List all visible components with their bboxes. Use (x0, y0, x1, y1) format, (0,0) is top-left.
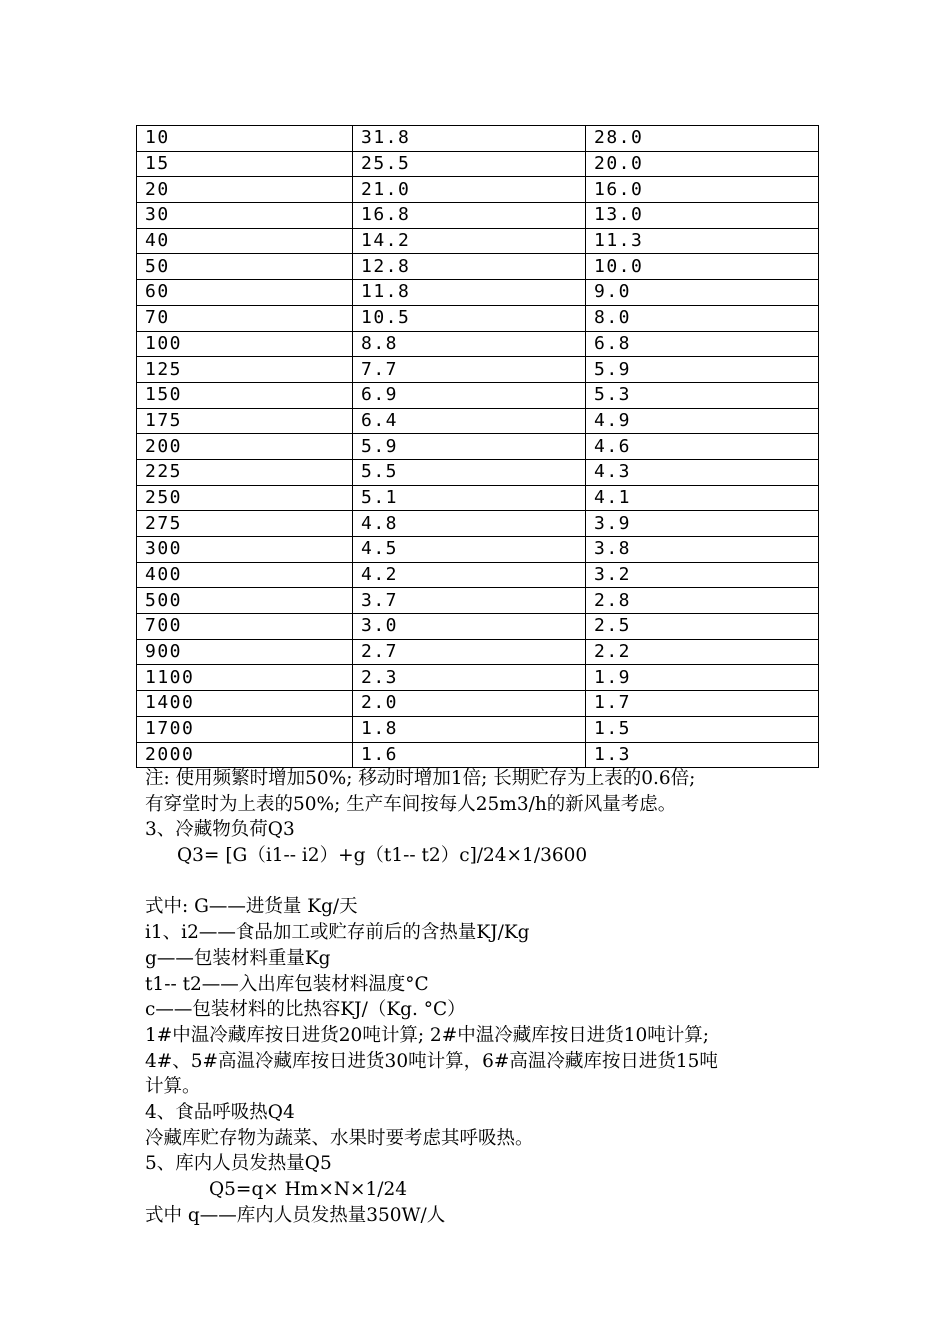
table-cell: 12.8 (353, 254, 586, 280)
table-cell: 2.7 (353, 639, 586, 665)
table-cell: 2.2 (586, 639, 819, 665)
table-cell: 4.5 (353, 537, 586, 563)
table-row (137, 177, 819, 203)
table-cell: 3.8 (586, 537, 819, 563)
note-line-2: 有穿堂时为上表的50%; 生产车间按每人25m3/h的新风量考虑。 (145, 793, 677, 815)
section-5-heading: 5、库内人员发热量Q5 (145, 1153, 332, 1175)
note-line-1: 注: 使用频繁时增加50%; 移动时增加1倍; 长期贮存为上表的0.6倍; (145, 768, 696, 789)
table-row (137, 126, 819, 152)
table-row (137, 537, 819, 563)
table-cell: 31.8 (353, 126, 586, 152)
table-cell: 15 (137, 151, 353, 177)
table-cell: 9.0 (586, 280, 819, 306)
table-cell: 10 (137, 126, 353, 152)
table-cell: 400 (137, 562, 353, 588)
table-cell: 200 (137, 434, 353, 460)
table-cell: 1.7 (586, 691, 819, 717)
table-cell: 225 (137, 459, 353, 485)
table-cell: 125 (137, 357, 353, 383)
definition-g-small: g——包装材料重量Kg (145, 947, 331, 969)
table-cell: 60 (137, 280, 353, 306)
table-cell: 4.9 (586, 408, 819, 434)
table-cell: 7.7 (353, 357, 586, 383)
table-row (137, 691, 819, 717)
table-row (137, 716, 819, 742)
table-cell: 10.0 (586, 254, 819, 280)
table-cell: 6.4 (353, 408, 586, 434)
table-cell: 1.5 (586, 716, 819, 742)
table-row (137, 665, 819, 691)
table-cell: 1400 (137, 691, 353, 717)
table-cell: 16.0 (586, 177, 819, 203)
table-row (137, 331, 819, 357)
table-row (137, 382, 819, 408)
table-cell: 4.8 (353, 511, 586, 537)
table-cell: 11.8 (353, 280, 586, 306)
table-cell: 3.7 (353, 588, 586, 614)
table-cell: 5.9 (586, 357, 819, 383)
table-cell: 25.5 (353, 151, 586, 177)
table-row (137, 357, 819, 383)
table-cell: 13.0 (586, 203, 819, 229)
table-cell: 2.0 (353, 691, 586, 717)
table-cell: 20 (137, 177, 353, 203)
table-row (137, 203, 819, 229)
table-cell: 50 (137, 254, 353, 280)
table-cell: 4.3 (586, 459, 819, 485)
table-row (137, 408, 819, 434)
section-4-heading: 4、食品呼吸热Q4 (145, 1101, 295, 1123)
table-row (137, 228, 819, 254)
q5-formula: Q5=q× Hm×N×1/24 (209, 1179, 408, 1200)
definition-i: i1、i2——食品加工或贮存前后的含热量KJ/Kg (145, 922, 530, 944)
table-cell: 8.8 (353, 331, 586, 357)
table-body (137, 126, 819, 768)
table-cell: 175 (137, 408, 353, 434)
table-cell: 100 (137, 331, 353, 357)
table-row (137, 639, 819, 665)
table-row (137, 151, 819, 177)
definition-g: 式中: G——进货量 Kg/天 (145, 896, 358, 918)
table-cell: 8.0 (586, 305, 819, 331)
table-row (137, 280, 819, 306)
table-cell: 10.5 (353, 305, 586, 331)
table-cell: 4.2 (353, 562, 586, 588)
table-cell: 3.9 (586, 511, 819, 537)
table-row (137, 511, 819, 537)
table-cell: 14.2 (353, 228, 586, 254)
section-3-heading: 3、冷藏物负荷Q3 (145, 819, 295, 841)
table-cell: 5.3 (586, 382, 819, 408)
table-cell: 6.9 (353, 382, 586, 408)
table-cell: 20.0 (586, 151, 819, 177)
table-cell: 11.3 (586, 228, 819, 254)
table-cell: 150 (137, 382, 353, 408)
table-cell: 3.0 (353, 614, 586, 640)
definition-q: 式中 q——库内人员发热量350W/人 (145, 1204, 446, 1226)
table-row (137, 742, 819, 768)
table-row (137, 434, 819, 460)
table-cell: 5.5 (353, 459, 586, 485)
table-cell: 900 (137, 639, 353, 665)
table-cell: 5.9 (353, 434, 586, 460)
table-cell: 1700 (137, 716, 353, 742)
definition-t: t1-- t2——入出库包装材料温度°C (145, 973, 429, 995)
table-cell: 6.8 (586, 331, 819, 357)
table-cell: 4.1 (586, 485, 819, 511)
table-cell: 250 (137, 485, 353, 511)
intake-line-2: 4#、5#高温冷藏库按日进货30吨计算，6#高温冷藏库按日进货15吨 (145, 1050, 718, 1072)
intake-line-3: 计算。 (145, 1076, 201, 1098)
table-cell: 1.3 (586, 742, 819, 768)
blank-line (145, 869, 825, 895)
table-cell: 2.8 (586, 588, 819, 614)
table-row (137, 562, 819, 588)
table-row (137, 614, 819, 640)
table-cell: 500 (137, 588, 353, 614)
table-cell: 4.6 (586, 434, 819, 460)
definition-c: c——包装材料的比热容KJ/（Kg. °C） (145, 999, 466, 1021)
table-cell: 30 (137, 203, 353, 229)
table-cell: 2.5 (586, 614, 819, 640)
table-cell: 2000 (137, 742, 353, 768)
table-cell: 1.9 (586, 665, 819, 691)
table-cell: 1.6 (353, 742, 586, 768)
table-cell: 700 (137, 614, 353, 640)
table-cell: 3.2 (586, 562, 819, 588)
q4-description: 冷藏库贮存物为蔬菜、水果时要考虑其呼吸热。 (145, 1127, 534, 1149)
table-cell: 16.8 (353, 203, 586, 229)
table-cell: 40 (137, 228, 353, 254)
text-block (145, 766, 825, 1228)
table-cell: 2.3 (353, 665, 586, 691)
data-table (136, 125, 819, 768)
table-cell: 1100 (137, 665, 353, 691)
table-row (137, 588, 819, 614)
table-cell: 5.1 (353, 485, 586, 511)
table-row (137, 254, 819, 280)
table-cell: 21.0 (353, 177, 586, 203)
intake-line-1: 1#中温冷藏库按日进货20吨计算; 2#中温冷藏库按日进货10吨计算; (145, 1024, 709, 1046)
q3-formula: Q3= [G（i1-- i2）+g（t1-- t2）c]/24×1/3600 (177, 845, 588, 867)
table-row (137, 459, 819, 485)
table-cell: 1.8 (353, 716, 586, 742)
table-cell: 300 (137, 537, 353, 563)
table-cell: 70 (137, 305, 353, 331)
table-cell: 28.0 (586, 126, 819, 152)
table-row (137, 485, 819, 511)
table-cell: 275 (137, 511, 353, 537)
table-row (137, 305, 819, 331)
